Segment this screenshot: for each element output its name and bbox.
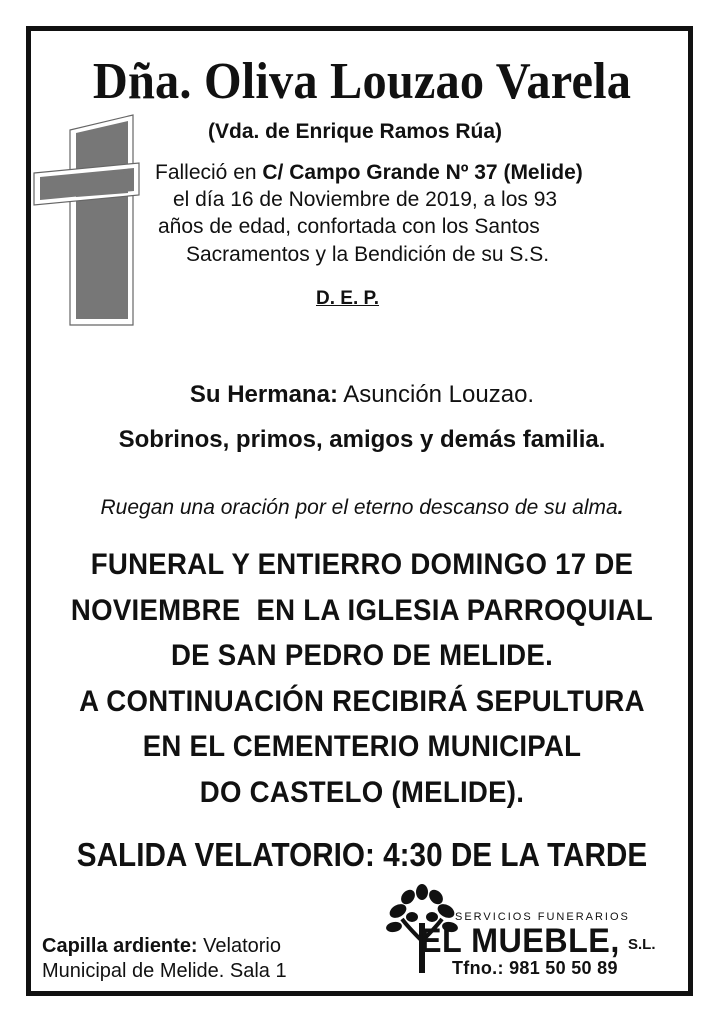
sister-label: Su Hermana: <box>189 381 338 408</box>
sister-line <box>0 381 724 409</box>
logo-company-suffix: S.L. <box>628 936 656 953</box>
bio-line-1 <box>155 161 583 185</box>
chapel-value: Velatorio <box>197 935 281 957</box>
family-line: Sobrinos, primos, amigos y demás familia. <box>118 426 606 453</box>
logo-services-label: SERVICIOS FUNERARIOS <box>455 911 630 923</box>
funeral-line: FUNERAL Y ENTIERRO DOMINGO 17 DE <box>90 548 634 581</box>
sister-name: Asunción Louzao. <box>337 381 535 408</box>
deceased-name: Dña. Oliva Louzao Varela <box>92 53 632 110</box>
funeral-line: EN EL CEMENTERIO MUNICIPAL <box>142 730 582 763</box>
bio-line-4: Sacramentos y la Bendición de su S.S. <box>186 243 550 266</box>
funeral-line: A CONTINUACIÓN RECIBIRÁ SEPULTURA <box>79 684 645 718</box>
prayer-line <box>0 496 724 520</box>
logo-phone: Tfno.: 981 50 50 89 <box>452 958 618 978</box>
logo-company-name: EL MUEBLE, <box>420 922 620 960</box>
chapel-line-2: Municipal de Melide. Sala 1 <box>42 960 287 982</box>
dep-label: D. E. P. <box>316 288 380 309</box>
departure-line: SALIDA VELATORIO: 4:30 DE LA TARDE <box>76 836 648 873</box>
prayer-text: Ruegan una oración por el eterno descanso de su alma <box>100 496 618 519</box>
bio-death-prefix: Falleció en <box>155 161 263 184</box>
funeral-line: DO CASTELO (MELIDE). <box>199 775 525 809</box>
bio-line-3: años de edad, confortada con los Santos <box>158 215 540 238</box>
chapel-label: Capilla ardiente: <box>42 935 198 957</box>
cross-icon <box>32 113 142 328</box>
bio-line-2: el día 16 de Noviembre de 2019, a los 93 <box>173 188 558 211</box>
funeral-line: NOVIEMBRE EN LA IGLESIA PARROQUIAL <box>70 593 654 627</box>
widow-of: (Vda. de Enrique Ramos Rúa) <box>208 120 503 143</box>
funeral-block <box>29 542 695 815</box>
bio-death-place: C/ Campo Grande Nº 37 (Melide) <box>262 161 583 184</box>
chapel-info <box>42 934 287 984</box>
funeral-line: DE SAN PEDRO DE MELIDE. <box>170 639 554 672</box>
prayer-end: . <box>617 496 624 519</box>
